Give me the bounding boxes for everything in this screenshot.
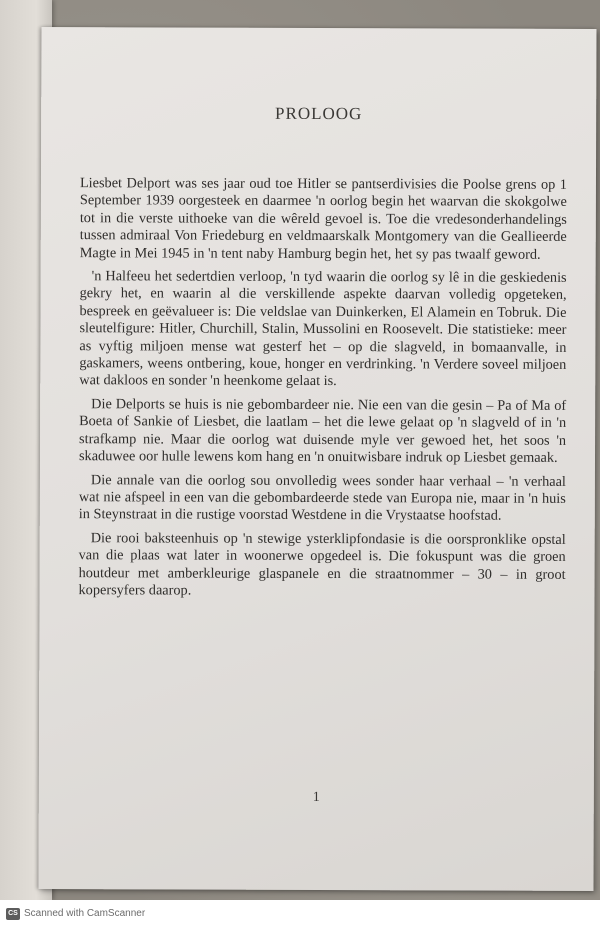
paragraph-5: Die rooi baksteenhuis op 'n stewige ysterklipfondasie is die oorspronklike opstal van die plaas wat later in woonerwe opgedeel is. Die fokuspunt was die groen houtdeur met amberkleurige glaspanele en die straatnommer – 30 – in groot kopersyfers daarop. <box>78 529 566 599</box>
page-number: 1 <box>312 789 320 806</box>
camscanner-logo-icon: CS <box>6 908 20 920</box>
paragraph-2: 'n Halfeeu het sedertdien verloop, 'n tyd waarin die oorlog sy lê in die geskiedenis gekry het, en waarin al die verskillende aspekte daarvan volledig opgeteken, bespreek en geëvalueer is: Die veldslae van Duinkerken, El Alamein en Tobruk. Die sleutelfigure: Hitler, Churchill, Stalin, Mussolini en Roosevelt. Die statistieke: meer as vyftig miljoen mense wat gesterf het – op die slagveld, in bomaanvalle, in gaskamers, weens ontbering, koue, honger en verdrinking. 'n Verdere soveel miljoen wat dakloos en sonder 'n heenkome gelaat is. <box>79 268 567 390</box>
scanner-watermark-bar <box>0 900 600 927</box>
scanner-watermark-text: Scanned with CamScanner <box>24 908 146 919</box>
body-text <box>78 175 566 607</box>
paragraph-1: Liesbet Delport was ses jaar oud toe Hitler se pantserdivisies die Poolse grens op 1 September 1939 oorgesteek en daarmee 'n oorlog begin het waarvan die skokgolwe tot in die verste uithoeke van die wêreld gevoel is. Toe die vredesonderhandelings tussen admiraal Von Friedeburg en veldmaarskalk Montgomery van die Geallieerde Magte in Mei 1945 in 'n tent naby Hamburg begin het, het sy pas twaalf geword. <box>79 175 567 263</box>
book-page <box>38 27 596 891</box>
paragraph-3: Die Delports se huis is nie gebombardeer nie. Nie een van die gesin – Pa of Ma of Boeta of Sankie of Liesbet, die laatlam – het die lewe gelaat op 'n slagveld of in 'n strafkamp nie. Maar die oorlog wat duisende myle ver gewoed het, het soos 'n skaduwee oor hulle lewens kom hang en 'n onuitwisbare indruk op Liesbet gemaak. <box>78 396 567 466</box>
paragraph-4: Die annale van die oorlog sou onvolledig wees sonder haar verhaal – 'n verhaal wat nie afspeel in een van die gebombardeerde stede van Europa nie, maar in 'n huis in Steynstraat in die rustige voorstad Westdene in die Vrystaatse hoofstad. <box>78 471 566 524</box>
chapter-title: PROLOOG <box>275 103 363 124</box>
